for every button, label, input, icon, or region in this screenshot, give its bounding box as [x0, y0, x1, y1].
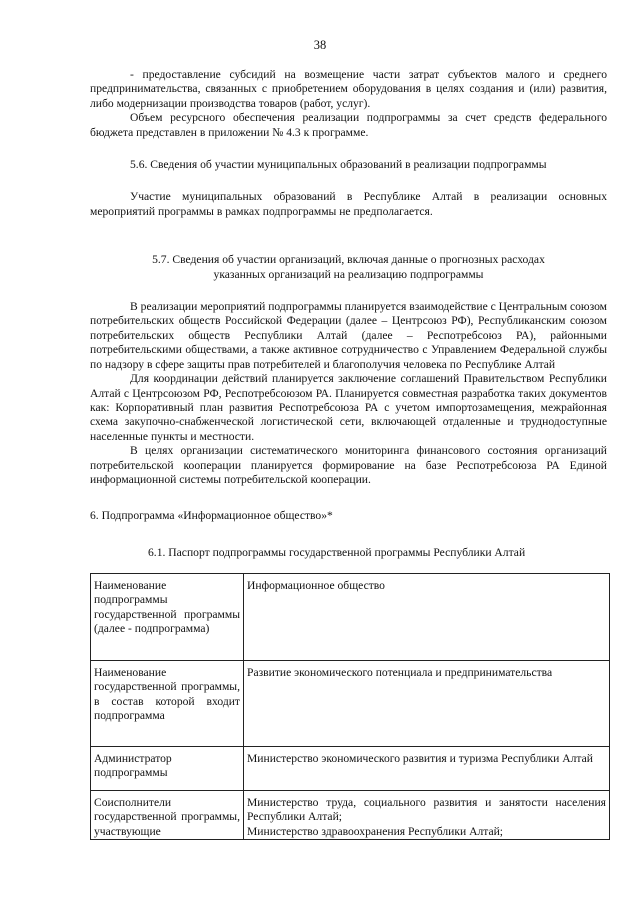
table-cell-value: Министерство экономического развития и туризма Республики Алтай	[244, 747, 610, 791]
table-row	[91, 574, 610, 661]
table-cell-value: Развитие экономического потенциала и предпринимательства	[244, 661, 610, 747]
table-cell-value-line: Министерство здравоохранения Республики Алтай;	[247, 824, 504, 838]
table-cell-value: Информационное общество	[244, 574, 610, 661]
passport-table	[90, 573, 610, 840]
section-5-7-heading-line1: 5.7. Сведения об участии организаций, включая данные о прогнозных расходах	[152, 253, 545, 267]
table-cell-label: Соисполнители государственной программы, участвующие	[91, 791, 244, 840]
section-6-1-heading: 6.1. Паспорт подпрограммы государственной программы Республики Алтай	[148, 545, 526, 559]
table-cell-label: Администратор подпрограммы	[91, 747, 244, 791]
section-5-7-paragraph: Для координации действий планируется заключение соглашений Правительством Республики Алтай с Центрсоюзом РФ, Респотребсоюзом РА. Планируется совместная разработка таких документов как: Корпоративный план развития Респотребсоюза РА с учетом импортозамещения, межрайонная схема закупочно-снабженческой логистической сети, включающей отдаленные и труднодоступные населенные пункты и местности.	[90, 372, 607, 443]
section-6-heading: 6. Подпрограмма «Информационное общество»*	[90, 509, 333, 523]
section-5-7-paragraph: В целях организации систематического мониторинга финансового состояния организаций потребительской кооперации планируется формирование на базе Респотребсоюза РА Единой информационной системы потребительской кооперации.	[90, 444, 607, 486]
section-5-6-text: Участие муниципальных образований в Республике Алтай в реализации основных мероприятий программы в рамках подпрограммы не предполагается.	[90, 190, 607, 218]
table-row	[91, 791, 610, 840]
table-cell-label: Наименование государственной программы, в состав которой входит подпрограмма	[91, 661, 244, 747]
table-row	[91, 747, 610, 791]
page-number: 38	[313, 38, 327, 52]
table-cell-label: Наименование подпрограммы государственной программы (далее - подпрограмма)	[91, 574, 244, 661]
paragraph-federal-budget: Объем ресурсного обеспечения реализации подпрограммы за счет средств федерального бюджета представлен в приложении № 4.3 к программе.	[90, 111, 607, 139]
section-5-6-heading: 5.6. Сведения об участии муниципальных образований в реализации подпрограммы	[130, 158, 547, 172]
document-body	[90, 68, 607, 560]
section-5-7-paragraph: В реализации мероприятий подпрограммы планируется взаимодействие с Центральным союзом потребительских обществ Российской Федерации (далее – Центрсоюз РФ), Республиканским союзом потребительских обществ Республики Алтай (далее – Респотребсоюз РА), районными потребительскими обществами, а также активное сотрудничество с Управлением Федеральной службы по надзору в сфере защиты прав потребителей и благополучия человека по Республике Алтай	[90, 300, 607, 371]
table-cell-value	[244, 791, 610, 840]
section-5-7-heading	[90, 253, 607, 282]
section-5-7-heading-line2: указанных организаций на реализацию подпрограммы	[213, 267, 484, 281]
table-row	[91, 661, 610, 747]
paragraph-subsidies: - предоставление субсидий на возмещение части затрат субъектов малого и среднего предпринимательства, связанных с приобретением оборудования в целях создания и (или) развития, либо модернизации производства товаров (работ, услуг).	[90, 68, 607, 110]
table-cell-value-line: Министерство труда, социального развития и занятости населения Республики Алтай;	[247, 796, 606, 824]
